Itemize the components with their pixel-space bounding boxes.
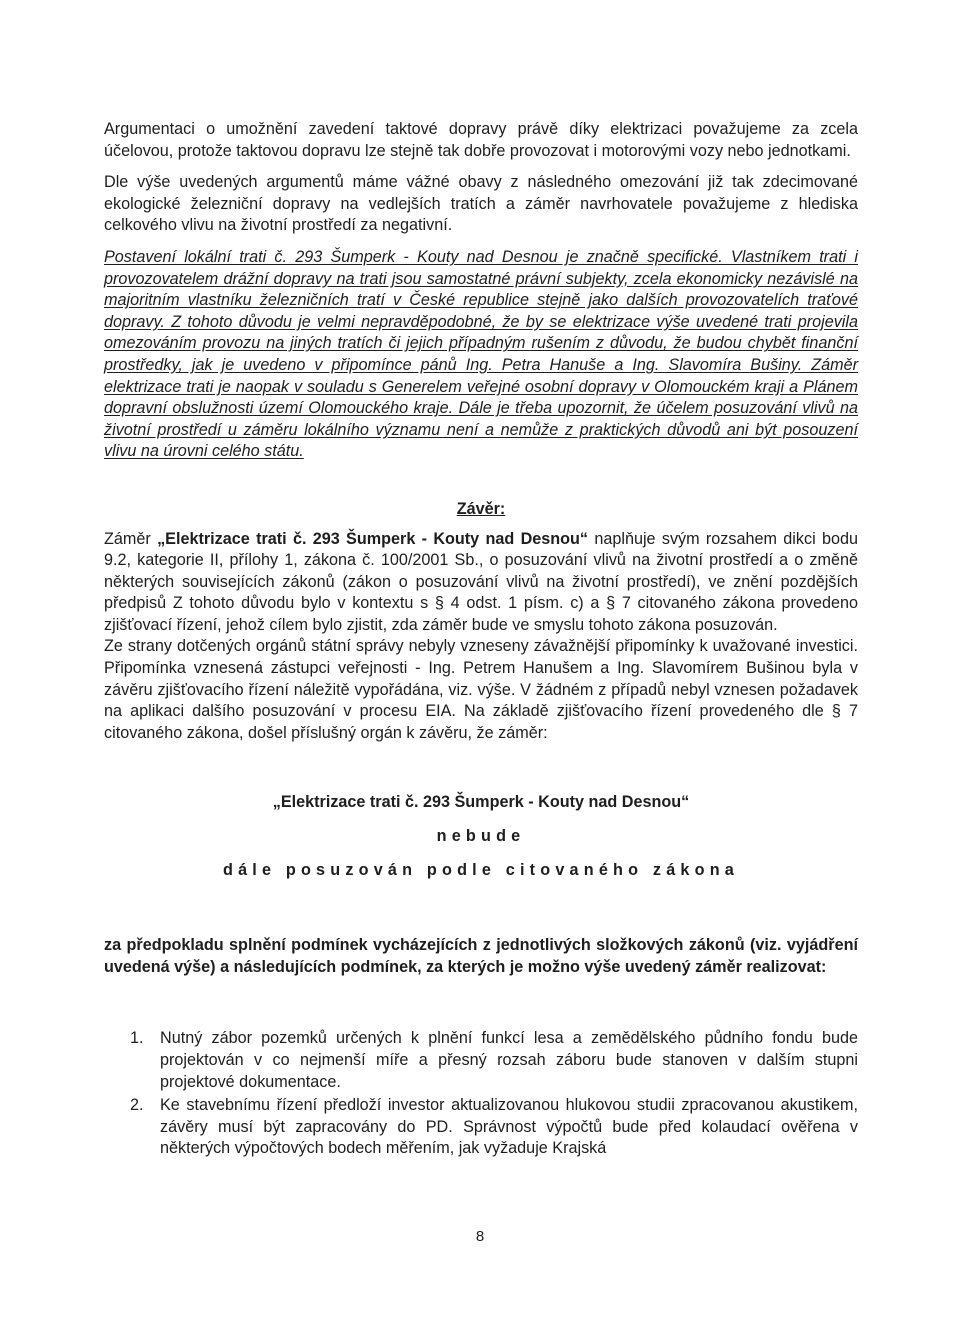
conclusion-pre: Záměr [104, 529, 158, 548]
condition-text: Ke stavebnímu řízení předloží investor aktualizovanou hlukovou studii zpracovanou akustikem, závěry musí být zapracovány do PD. Správnost výpočtů bude před kolaudací ověřena v některých výpočtových bodech měřením, jak vyžaduje Krajská [160, 1096, 858, 1158]
conclusion-heading: Závěr: [456, 499, 506, 518]
conclusion-paragraph-1 [104, 529, 858, 637]
condition-text: Nutný zábor pozemků určených k plnění funkcí lesa a zemědělského půdního fondu bude projektován v co nejmenší míře a přesný rozsah záboru bude stanoven v dalším stupni projektové dokumentace. [160, 1029, 858, 1091]
conditions-intro: za předpokladu splnění podmínek vycházejících z jednotlivých složkových zákonů (viz. vyjádření uvedená výše) a následujících podmínek, za kterých je možno výše uvedený záměr realizovat: [104, 936, 858, 976]
paragraph-concerns: Dle výše uvedených argumentů máme vážné obavy z následného omezování již tak zdecimované ekologické železniční dopravy na vedlejších tratích a záměr navrhovatele považujeme z hlediska celkového vlivu na životní prostředí za negativní. [104, 173, 858, 235]
paragraph-response: Postavení lokální trati č. 293 Šumperk - Kouty nad Desnou je značně specifické. Vlastníkem trati i provozovatelem drážní dopravy na trati jsou samostatné právní subjekty, zcela ekonomicky nezávislé na majoritním vlastníku železničních tratí v České republice stejně jako dalších provozovatelích traťové dopravy. Z tohoto důvodu je velmi nepravděpodobné, že by se elektrizace výše uvedené trati projevila omezováním provozu na jiných tratích či jejich případným rušením z důvodu, že budou chybět finanční prostředky, jak je uvedeno v připomínce pánů Ing. Petra Hanuše a Ing. Slavomíra Bušiny. Záměr elektrizace trati je naopak v souladu s Generelem veřejné osobní dopravy v Olomouckém kraji a Plánem dopravní obslužnosti území Olomouckého kraje. Dále je třeba upozornit, že účelem posuzování vlivů na životní prostředí u záměru lokálního významu není a nemůže z praktických důvodů ani být posouzení vlivu na úrovni celého státu. [104, 247, 858, 461]
condition-number: 2. [130, 1096, 144, 1115]
condition-number: 1. [130, 1029, 144, 1048]
condition-item [104, 1095, 858, 1160]
decision-line-2: dále posuzován podle citovaného zákona [222, 860, 739, 879]
project-name: „Elektrizace trati č. 293 Šumperk - Kouty nad Desnou“ [157, 529, 589, 548]
conclusion-paragraph-2: Ze strany dotčených orgánů státní správy nebyly vzneseny závažnější připomínky k uvažované investici. Připomínka vznesená zástupci veřejnosti - Ing. Petrem Hanušem a Ing. Slavomírem Bušinou byla v závěru zjišťovacího řízení náležitě vypořádána, viz. výše. V žádném z případů nebyl vznesen požadavek na aplikaci dalšího posuzování v procesu EIA. Na základě zjišťovacího řízení provedeného dle § 7 citovaného zákona, došel příslušný orgán k závěru, že záměr: [104, 637, 858, 742]
conclusion-text: naplňuje svým rozsahem dikci bodu 9.2, kategorie II, přílohy 1, zákona č. 100/2001 Sb., o posuzování vlivů na životní prostředí a o změně některých souvisejících zákonů (zákon o posuzování vlivů na životní prostředí), ve znění pozdějších předpisů Z tohoto důvodu bylo v kontextu s § 4 odst. 1 písm. c) a § 7 citovaného zákona provedeno zjišťovací řízení, jehož cílem bylo zjistit, zda záměr bude ve smyslu tohoto zákona posuzován. [104, 529, 858, 634]
page-number: 8 [475, 1228, 485, 1245]
decision-line-1: nebude [436, 827, 526, 846]
page-content [104, 119, 858, 1162]
decision-title: „Elektrizace trati č. 293 Šumperk - Kouty nad Desnou“ [272, 793, 690, 812]
conditions-list [104, 1028, 858, 1160]
condition-item [104, 1028, 858, 1093]
paragraph-argument: Argumentaci o umožnění zavedení taktové dopravy právě díky elektrizaci považujeme za zcela účelovou, protože taktovou dopravu lze stejně tak dobře provozovat i motorovými vozy nebo jednotkami. [104, 120, 858, 160]
